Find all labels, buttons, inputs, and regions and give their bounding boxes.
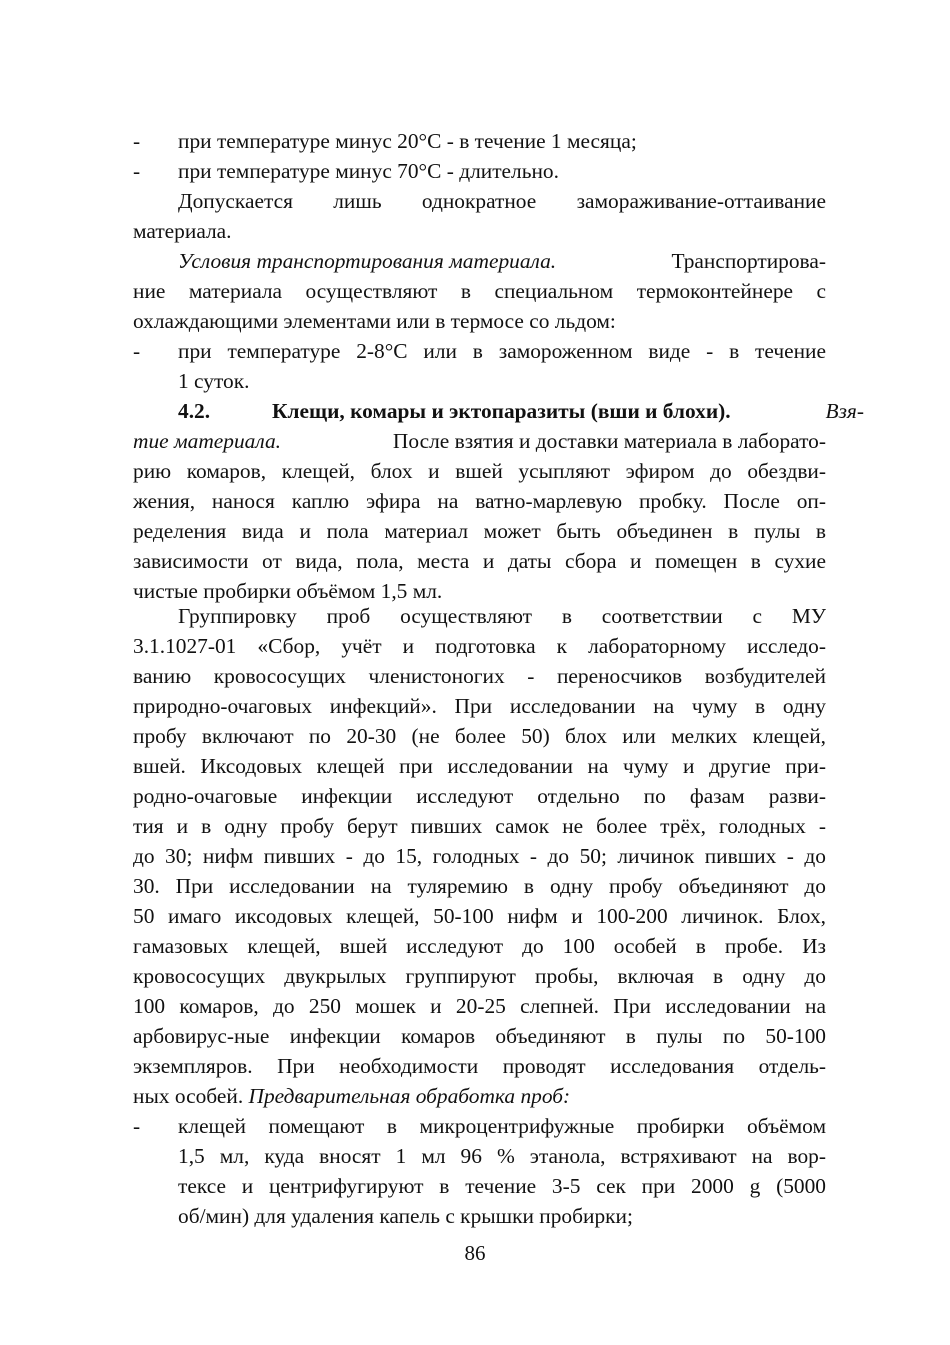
paragraph-line: гамазовых клещей, вшей исследуют до 100 особей в пробе. Из — [133, 934, 826, 958]
italic-heading: Условия транспортирования материала. — [178, 249, 557, 273]
paragraph-line: чистые пробирки объёмом 1,5 мл. — [133, 579, 443, 603]
paragraph-line: ние материала осуществляют в специальном термоконтейнере с — [133, 279, 826, 303]
paragraph-line: 3.1.1027-01 «Сбор, учёт и подготовка к лабораторному исследо- — [133, 634, 826, 658]
list-item-continuation: тексе и центрифугируют в течение 3-5 сек при 2000 g (5000 — [178, 1174, 826, 1198]
paragraph-line: ределения вида и пола материал может быть объединен в пулы в — [133, 519, 826, 543]
paragraph-line: 50 имаго иксодовых клещей, 50-100 нифм и 100-200 личинок. Блох, — [133, 904, 826, 928]
paragraph-line: вшей. Иксодовых клещей при исследовании на чуму и другие при- — [133, 754, 826, 778]
paragraph-line: арбовирус-ные инфекции комаров объединяют в пулы по 50-100 — [133, 1024, 826, 1048]
paragraph-line: 100 комаров, до 250 мошек и 20-25 слепней. При исследовании на — [133, 994, 826, 1018]
paragraph-line: кровососущих двукрылых группируют пробы, включая в одну до — [133, 964, 826, 988]
paragraph-line — [133, 1081, 826, 1111]
paragraph-line: до 30; нифм пивших - до 15, голодных - до 50; личинок пивших - до — [133, 844, 826, 868]
page-number: 86 — [464, 1241, 486, 1265]
paragraph-line: экземпляров. При необходимости проводят исследования отдель- — [133, 1054, 826, 1078]
list-item: клещей помещают в микроцентрифужные пробирки объёмом — [178, 1114, 826, 1138]
paragraph-line: ванию кровососущих членистоногих - переносчиков возбудителей — [133, 664, 826, 688]
list-dash: - — [133, 1114, 141, 1138]
list-item: при температуре минус 20°C - в течение 1 месяца; — [178, 129, 637, 153]
paragraph-line — [133, 426, 826, 456]
section-heading-line — [272, 396, 864, 426]
paragraph-text: ных особей. — [133, 1084, 244, 1108]
italic-heading: тие материала. — [133, 429, 281, 453]
list-item-continuation: 1 суток. — [178, 369, 250, 393]
paragraph-line: Группировку проб осуществляют в соответствии с МУ — [178, 604, 826, 628]
list-item-continuation: 1,5 мл, куда вносят 1 мл 96 % этанола, встряхивают на вор- — [178, 1144, 826, 1168]
list-dash: - — [133, 339, 141, 363]
paragraph-line: зависимости от вида, пола, места и даты сбора и помещен в сухие — [133, 549, 826, 573]
paragraph-line: тия и в одну пробу берут пивших самок не более трёх, голодных - — [133, 814, 826, 838]
paragraph-line: рию комаров, клещей, блох и вшей усыпляют эфиром до обездви- — [133, 459, 826, 483]
list-item: при температуре 2-8°C или в замороженном виде - в течение — [178, 339, 826, 363]
section-title: Клещи, комары и эктопаразиты (вши и блохи). — [272, 399, 731, 423]
paragraph-text: После взятия и доставки материала в лаборато- — [392, 429, 826, 453]
paragraph-line: пробу включают по 20-30 (не более 50) блох или мелких клещей, — [133, 724, 826, 748]
list-dash: - — [133, 159, 141, 183]
paragraph-line: родно-очаговые инфекции исследуют отдельно по фазам разви- — [133, 784, 826, 808]
paragraph-line: материала. — [133, 219, 232, 243]
section-number: 4.2. — [178, 399, 211, 423]
list-dash: - — [133, 129, 141, 153]
list-item: при температуре минус 70°C - длительно. — [178, 159, 559, 183]
list-item-continuation: об/мин) для удаления капель с крышки пробирки; — [178, 1204, 633, 1228]
paragraph-text: Транспортирова- — [671, 249, 826, 273]
paragraph-line: природно-очаговых инфекций». При исследовании на чуму в одну — [133, 694, 826, 718]
paragraph-line: 30. При исследовании на туляремию в одну пробу объединяют до — [133, 874, 826, 898]
paragraph-line: жения, нанося каплю эфира на ватно-марлевую пробку. После оп- — [133, 489, 826, 513]
italic-heading: Предварительная обработка проб: — [248, 1084, 571, 1108]
italic-heading: Взя- — [825, 399, 864, 423]
paragraph-line — [178, 246, 826, 276]
paragraph-line: Допускается лишь однократное замораживание-оттаивание — [178, 189, 826, 213]
paragraph-line: охлаждающими элементами или в термосе со льдом: — [133, 309, 616, 333]
